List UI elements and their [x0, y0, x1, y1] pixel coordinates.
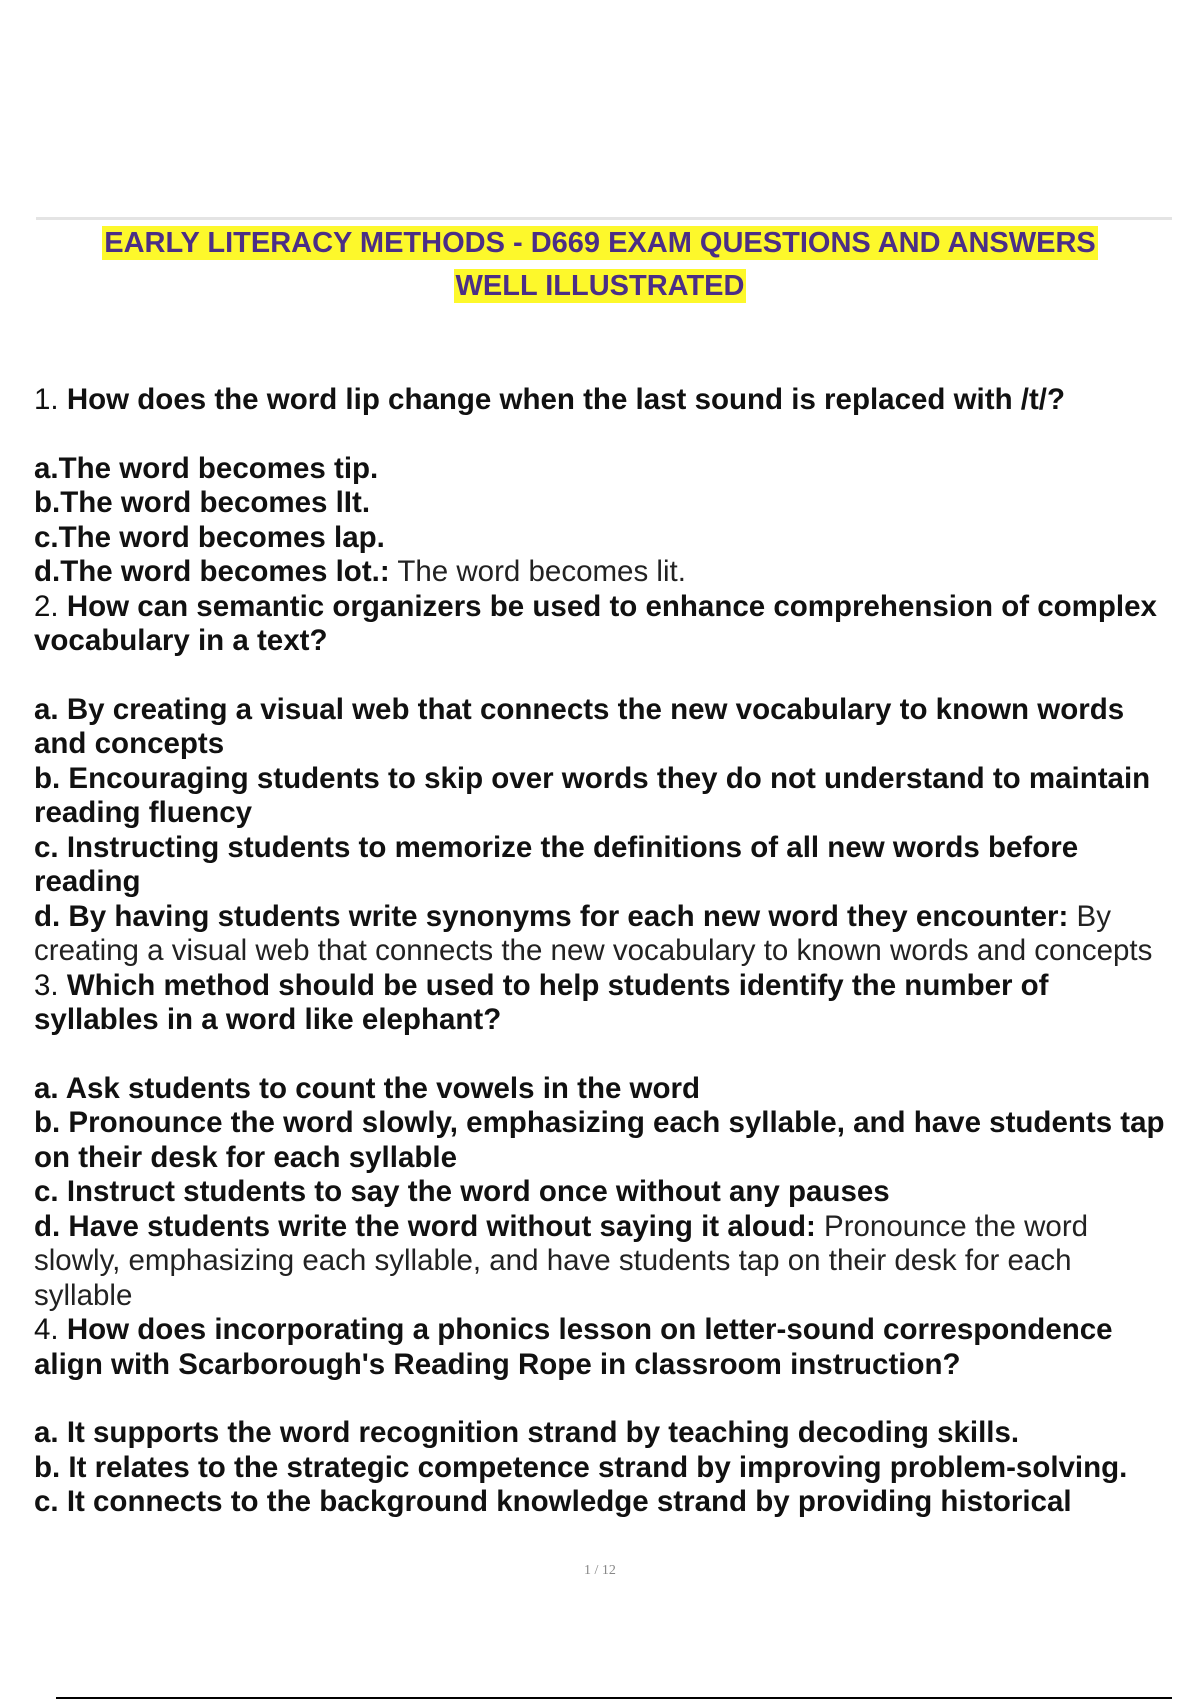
- question-4: [34, 1313, 1174, 1382]
- option-4a: [34, 1416, 1174, 1451]
- page-bottom-divider: [56, 1697, 1172, 1699]
- option-text: It supports the word recognition strand by teaching decoding skills.: [66, 1416, 1020, 1449]
- question-text: How does the word lip change when the last sound is replaced with /t/?: [66, 383, 1066, 416]
- option-text: Ask students to count the vowels in the word: [65, 1071, 701, 1105]
- option-letter: a.: [34, 451, 59, 485]
- question-number: 1.: [34, 383, 59, 416]
- option-letter: d.: [34, 1209, 61, 1243]
- answer-text: By creating a visual web that connects the new vocabulary to known words and concepts: [34, 899, 1153, 967]
- option-letter: b.: [34, 486, 61, 519]
- option-3a: [34, 1072, 1174, 1107]
- option-3c: [34, 1175, 1174, 1210]
- question-2: [34, 590, 1174, 659]
- answer-text: The word becomes lit.: [389, 555, 686, 588]
- question-number: 3.: [34, 968, 59, 1002]
- option-letter: d.: [34, 555, 61, 588]
- option-text: Encouraging students to skip over words they do not understand to maintain reading fluency: [34, 761, 1151, 829]
- question-text: How does incorporating a phonics lesson on letter-sound correspondence align with Scarborough's Reading Rope in classroom instruction?: [34, 1313, 1113, 1381]
- title-line-2: WELL ILLUSTRATED: [455, 270, 745, 302]
- question-3: [34, 969, 1174, 1038]
- option-2a: [34, 693, 1174, 762]
- option-letter: c.: [34, 1175, 59, 1208]
- option-2b: [34, 762, 1174, 831]
- option-text: The word becomes lot.:: [60, 555, 390, 588]
- option-text: By creating a visual web that connects the new vocabulary to known words and concepts: [34, 692, 1125, 760]
- option-letter: b.: [34, 1450, 61, 1484]
- question-text: Which method should be used to help students identify the number of syllables in a word like elephant?: [34, 968, 1049, 1036]
- option-letter: c.: [34, 520, 59, 554]
- option-letter: a.: [34, 1416, 59, 1449]
- option-1b: [34, 486, 1174, 521]
- option-2d: [34, 900, 1174, 969]
- question-number: 2.: [34, 589, 59, 623]
- option-text: It relates to the strategic competence strand by improving problem-solving.: [68, 1450, 1128, 1484]
- title-line-1: EARLY LITERACY METHODS - D669 EXAM QUESTIONS AND ANSWERS: [104, 227, 1096, 259]
- option-letter: b.: [34, 761, 61, 795]
- option-1d: [34, 555, 1174, 590]
- option-text: The word becomes lIt.: [60, 486, 371, 519]
- option-letter: a.: [34, 692, 59, 726]
- option-1a: [34, 452, 1174, 487]
- question-text: How can semantic organizers be used to enhance comprehension of complex vocabulary in a text?: [34, 589, 1157, 657]
- option-text: The word becomes lap.: [58, 520, 385, 554]
- option-1c: [34, 521, 1174, 556]
- option-text: Pronounce the word slowly, emphasizing each syllable, and have students tap on their desk for each syllable: [34, 1106, 1165, 1174]
- option-text: The word becomes tip.: [58, 451, 379, 485]
- option-letter: a.: [34, 1071, 59, 1105]
- option-text: Instructing students to memorize the definitions of all new words before reading: [34, 830, 1079, 898]
- option-3b: [34, 1106, 1174, 1175]
- option-text: It connects to the background knowledge strand by providing historical: [66, 1485, 1072, 1518]
- question-list: [34, 383, 1174, 1520]
- option-text: Instruct students to say the word once without any pauses: [66, 1175, 890, 1208]
- option-letter: b.: [34, 1106, 61, 1139]
- document-title: [0, 222, 1200, 308]
- option-text: Have students write the word without saying it aloud:: [68, 1209, 816, 1243]
- answer-text: Pronounce the word slowly, emphasizing each syllable, and have students tap on their desk for each syllable: [34, 1209, 1089, 1312]
- option-letter: c.: [34, 830, 59, 864]
- page-number: 1 / 12: [584, 1563, 616, 1578]
- option-3d: [34, 1210, 1174, 1314]
- question-1: [34, 383, 1174, 418]
- option-4b: [34, 1451, 1174, 1486]
- option-letter: c.: [34, 1485, 59, 1518]
- option-4c: [34, 1485, 1174, 1520]
- option-2c: [34, 831, 1174, 900]
- option-letter: d.: [34, 899, 61, 933]
- header-divider: [36, 217, 1172, 220]
- question-number: 4.: [34, 1313, 59, 1346]
- option-text: By having students write synonyms for each new word they encounter:: [68, 899, 1069, 933]
